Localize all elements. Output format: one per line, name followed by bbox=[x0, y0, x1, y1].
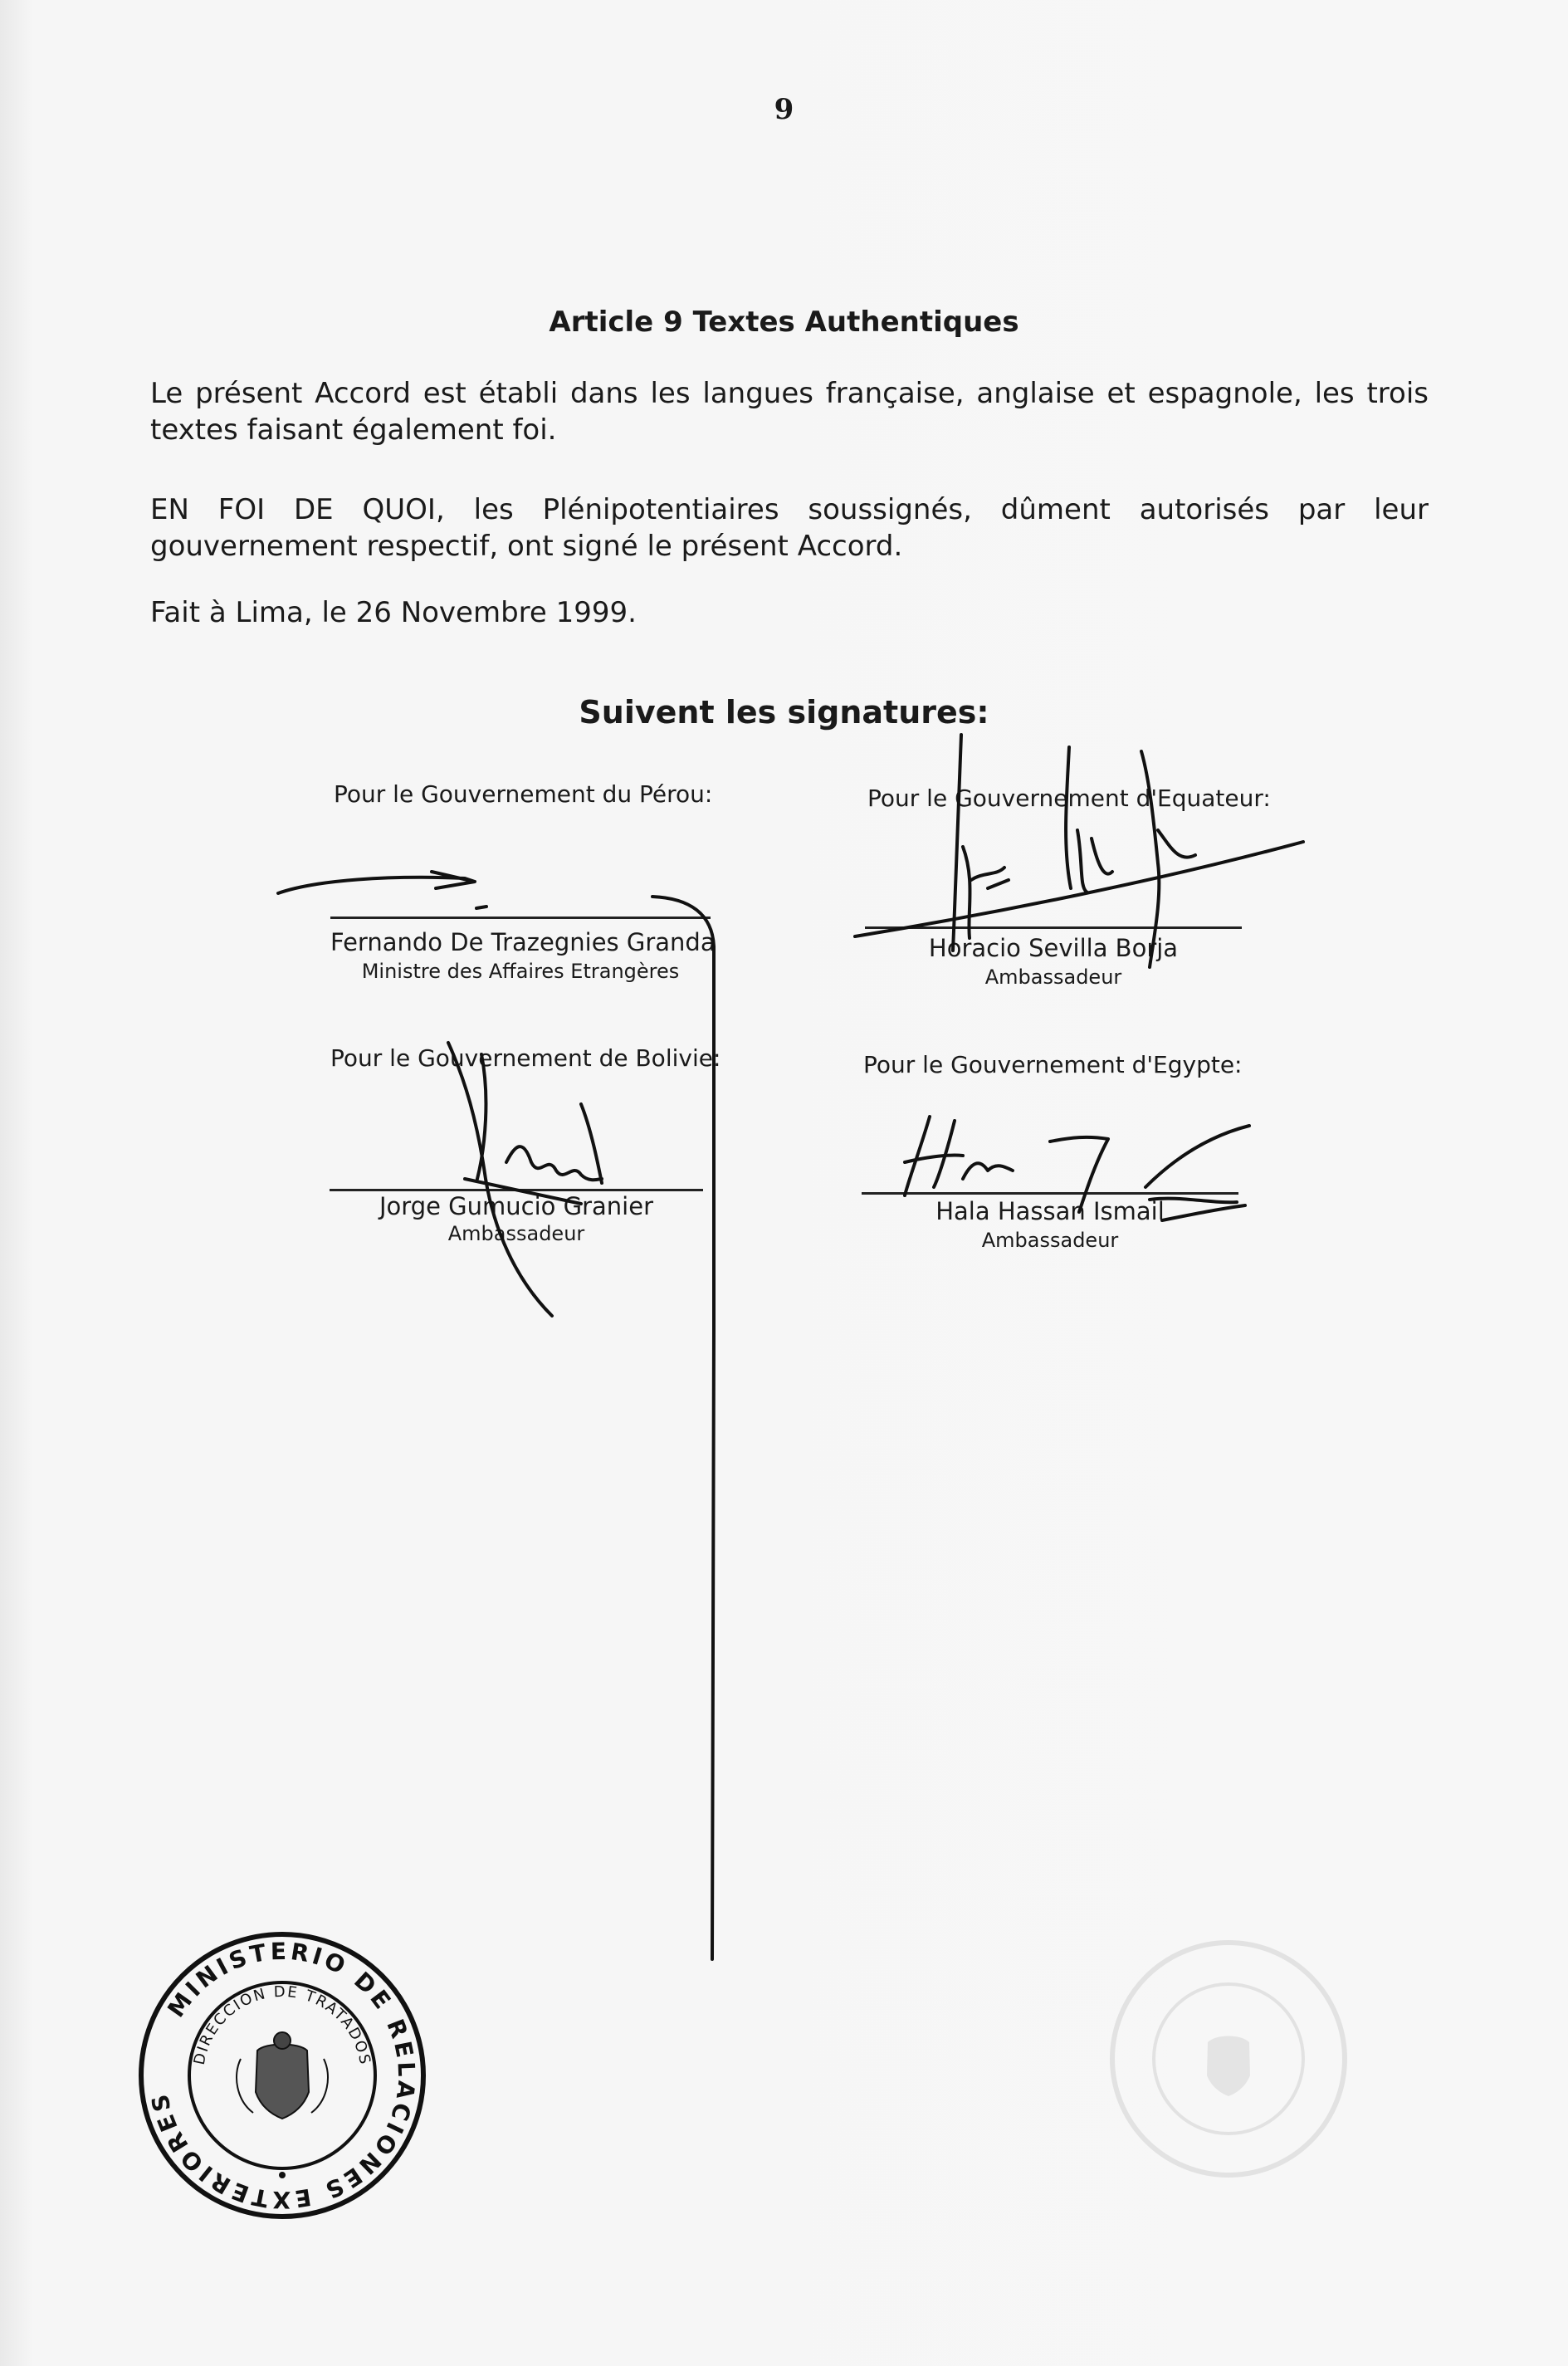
signature-line bbox=[865, 926, 1242, 929]
paragraph-in-witness: EN FOI DE QUOI, les Plénipotentiaires soussignés, dûment autorisés par leur gouvernement respectif, ont signé le présent Accord. bbox=[150, 493, 1429, 563]
peru-signature bbox=[278, 872, 486, 908]
signatory-name: Fernando De Trazegnies Granda bbox=[330, 928, 716, 956]
signature-intro: Pour le Gouvernement d'Egypte: bbox=[863, 1051, 1243, 1078]
ecuador-signature bbox=[855, 735, 1303, 967]
signatures-heading: Suivent les signatures: bbox=[579, 694, 989, 731]
paragraph-place-date: Fait à Lima, le 26 Novembre 1999. bbox=[150, 596, 637, 629]
signatory-role: Ministre des Affaires Etrangères bbox=[361, 960, 680, 983]
signature-line bbox=[330, 1189, 703, 1191]
signatory-role: Ambassadeur bbox=[981, 1229, 1119, 1252]
signatory-name: Horacio Sevilla Borja bbox=[928, 934, 1179, 962]
signature-intro: Pour le Gouvernement d'Equateur: bbox=[867, 785, 1271, 812]
signature-intro: Pour le Gouvernement du Pérou: bbox=[334, 780, 713, 808]
faint-bleed-through-seal bbox=[1104, 1934, 1353, 2183]
page-number: 9 bbox=[774, 93, 794, 126]
paragraph-languages: Le présent Accord est établi dans les langues française, anglaise et espagnole, les trois textes faisant également foi. bbox=[150, 377, 1429, 447]
bolivia-signature bbox=[448, 1043, 602, 1316]
svg-text:DIRECCION DE TRATADOS: DIRECCION DE TRATADOS bbox=[190, 1982, 374, 2067]
coat-of-arms-icon bbox=[237, 2032, 328, 2119]
signature-line bbox=[330, 917, 711, 919]
svg-text:MINISTERIO DE RELACIONES EXTER: MINISTERIO DE RELACIONES EXTERIORES bbox=[145, 1937, 421, 2214]
ministry-seal-stamp bbox=[133, 1926, 432, 2225]
article-title: Article 9 Textes Authentiques bbox=[549, 306, 1019, 339]
signature-line bbox=[862, 1192, 1238, 1195]
signatory-role: Ambassadeur bbox=[447, 1222, 585, 1245]
signatory-name: Hala Hassan Ismail bbox=[935, 1197, 1165, 1225]
signatory-role: Ambassadeur bbox=[984, 965, 1122, 989]
signature-intro: Pour le Gouvernement de Bolivie: bbox=[330, 1044, 721, 1072]
signatory-name: Jorge Gumucio Granier bbox=[379, 1192, 653, 1220]
